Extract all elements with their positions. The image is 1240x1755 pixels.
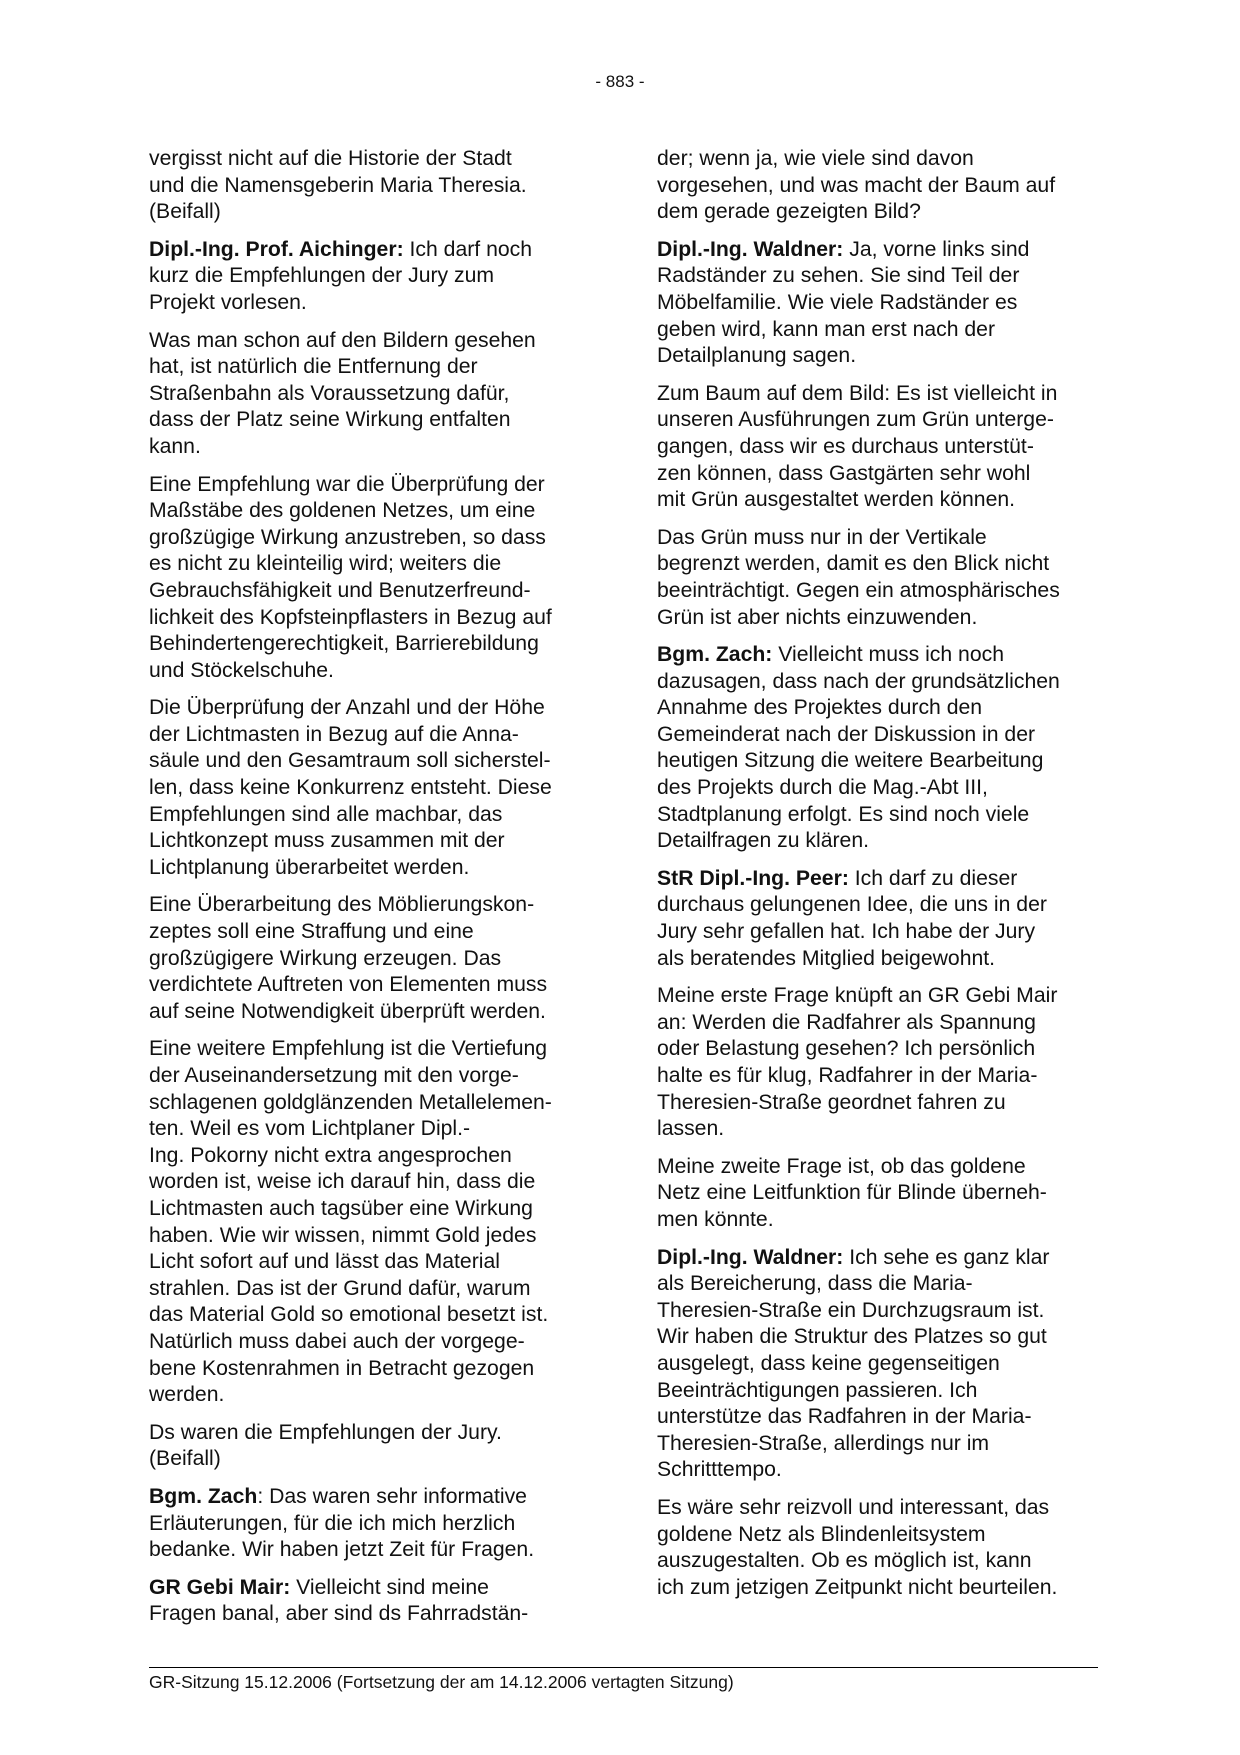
text-line: Meine zweite Frage ist, ob das goldene [657,1154,1026,1178]
text-line: dass der Platz seine Wirkung entfalten [149,408,511,432]
paragraph [149,1575,594,1628]
footer-text: GR-Sitzung 15.12.2006 (Fortsetzung der am 14.12.2006 vertagten Sitzung) [149,1672,734,1692]
speaker-name: Bgm. Zach [149,1484,258,1508]
paragraph [657,1245,1102,1484]
text-line: Ing. Pokorny nicht extra angesprochen [149,1143,512,1167]
text-line: Lichtkonzept muss zusammen mit der [149,829,505,853]
paragraph [657,381,1102,514]
text-line: men könnte. [657,1207,774,1231]
text-line: unterstütze das Radfahren in der Maria- [657,1405,1032,1429]
text-line: Fragen banal, aber sind ds Fahrradstän- [149,1602,529,1626]
paragraph [149,1420,594,1473]
text-line: Die Überprüfung der Anzahl und der Höhe [149,696,545,720]
paragraph [657,525,1102,631]
text-line: geben wird, kann man erst nach der [657,317,996,341]
text-line: Maßstäbe des goldenen Netzes, um eine [149,499,536,523]
text-line: ausgelegt, dass keine gegenseitigen [657,1351,1000,1375]
text-line: Detailfragen zu klären. [657,829,869,853]
text-line: auf seine Notwendigkeit überprüft werden. [149,999,546,1023]
text-line: Ich darf noch [403,237,533,261]
text-line: goldene Netz als Blindenleitsystem [657,1522,986,1546]
text-line: Meine erste Frage knüpft an GR Gebi Mair [657,984,1058,1008]
text-line: Straßenbahn als Voraussetzung dafür, [149,381,510,405]
text-line: Zum Baum auf dem Bild: Es ist vielleicht in [657,381,1058,405]
text-line: Theresien-Straße, allerdings nur im [657,1431,990,1455]
text-line: lichkeit des Kopfsteinpflasters in Bezug auf [149,605,552,629]
text-line: Schritttempo. [657,1458,782,1482]
text-line: Theresien-Straße geordnet fahren zu [657,1090,1006,1114]
paragraph [149,1036,594,1408]
text-line: verdichtete Auftreten von Elementen muss [149,973,548,997]
text-line: Eine weitere Empfehlung ist die Vertiefung [149,1037,548,1061]
text-line: als beratendes Mitglied beigewohnt. [657,946,996,970]
text-line: Stadtplanung erfolgt. Es sind noch viele [657,802,1030,826]
speaker-name: Bgm. Zach: [657,643,773,667]
text-line: und Stöckelschuhe. [149,658,334,682]
text-line: kurz die Empfehlungen der Jury zum [149,264,495,288]
text-line: auszugestalten. Ob es möglich ist, kann [657,1549,1032,1573]
text-line: hat, ist natürlich die Entfernung der [149,355,478,379]
paragraph [149,237,594,317]
speaker-name: StR Dipl.-Ing. Peer: [657,866,849,890]
text-line: kann. [149,434,201,458]
text-line: Natürlich muss dabei auch der vorgege- [149,1329,525,1353]
text-line: an: Werden die Radfahrer als Spannung [657,1010,1036,1034]
text-line: das Material Gold so emotional besetzt ist. [149,1303,549,1327]
text-line: des Projekts durch die Mag.-Abt III, [657,776,988,800]
speaker-name: Dipl.-Ing. Prof. Aichinger: [149,237,404,261]
text-line: bedanke. Wir haben jetzt Zeit für Fragen. [149,1538,535,1562]
text-line: Wir haben die Struktur des Platzes so gut [657,1325,1047,1349]
text-line: Ja, vorne links sind [843,237,1030,261]
text-line: oder Belastung gesehen? Ich persönlich [657,1037,1036,1061]
text-line: Jury sehr gefallen hat. Ich habe der Jury [657,920,1036,944]
text-line: Licht sofort auf und lässt das Material [149,1250,500,1274]
paragraph [657,642,1102,855]
text-line: strahlen. Das ist der Grund dafür, warum [149,1276,531,1300]
page-number: - 883 - [595,72,645,91]
text-line: Behindertengerechtigkeit, Barrierebildung [149,632,539,656]
text-line: vorgesehen, und was macht der Baum auf [657,173,1056,197]
paragraph [149,146,594,226]
text-line: haben. Wie wir wissen, nimmt Gold jedes [149,1223,537,1247]
paragraph [657,1495,1102,1601]
text-line: dem gerade gezeigten Bild? [657,200,921,224]
text-line: Vielleicht muss ich noch [772,643,1004,667]
text-line: Eine Überarbeitung des Möblierungskon- [149,893,535,917]
text-line: Ich darf zu dieser [848,866,1018,890]
text-line: unseren Ausführungen zum Grün unterge- [657,408,1054,432]
text-line: dazusagen, dass nach der grundsätzlichen [657,669,1060,693]
text-line: zen können, dass Gastgärten sehr wohl [657,461,1031,485]
text-line: Vielleicht sind meine [290,1575,489,1599]
text-line: ich zum jetzigen Zeitpunkt nicht beurteilen. [657,1575,1058,1599]
text-line: Gemeinderat nach der Diskussion in der [657,722,1036,746]
text-line: begrenzt werden, damit es den Blick nicht [657,552,1050,576]
text-line: vergisst nicht auf die Historie der Stadt [149,147,512,170]
text-line: halte es für klug, Radfahrer in der Maria- [657,1064,1038,1087]
text-line: Projekt vorlesen. [149,290,307,314]
text-line: säule und den Gesamtraum soll sicherstel- [149,749,551,773]
text-line: und die Namensgeberin Maria Theresia. [149,173,527,197]
text-line: es nicht zu kleinteilig wird; weiters die [149,552,502,576]
text-line: der; wenn ja, wie viele sind davon [657,147,974,170]
speaker-name: Dipl.-Ing. Waldner: [657,1245,844,1269]
text-line: als Bereicherung, dass die Maria- [657,1272,973,1296]
text-line: Das Grün muss nur in der Vertikale [657,525,987,549]
paragraph [657,1154,1102,1234]
paragraph [149,1484,594,1564]
text-line: Lichtplanung überarbeitet werden. [149,855,470,879]
text-line: len, dass keine Konkurrenz entsteht. Diese [149,776,552,800]
text-line: großzügigere Wirkung erzeugen. Das [149,946,502,970]
text-line: Annahme des Projektes durch den [657,696,983,720]
text-line: zeptes soll eine Straffung und eine [149,920,474,944]
text-line: Ich sehe es ganz klar [843,1245,1050,1269]
paragraph [657,983,1102,1143]
text-line: Ds waren die Empfehlungen der Jury. [149,1420,502,1444]
text-line: durchaus gelungenen Idee, die uns in der [657,893,1047,917]
text-line: ten. Weil es vom Lichtplaner Dipl.- [149,1117,471,1141]
text-line: mit Grün ausgestaltet werden können. [657,488,1016,512]
text-line: (Beifall) [149,200,221,224]
text-line: Radständer zu sehen. Sie sind Teil der [657,264,1020,288]
text-line: der Auseinandersetzung mit den vorge- [149,1064,519,1087]
text-line: Theresien-Straße ein Durchzugsraum ist. [657,1298,1045,1322]
text-line: Netz eine Leitfunktion für Blinde überneh- [657,1181,1047,1205]
text-line: gangen, dass wir es durchaus unterstüt- [657,434,1034,458]
text-line: Beeinträchtigungen passieren. Ich [657,1378,978,1402]
paragraph [149,892,594,1025]
text-line: Gebrauchsfähigkeit und Benutzerfreund- [149,578,531,602]
text-line: : Das waren sehr informative [257,1484,527,1508]
text-line: schlagenen goldglänzenden Metallelemen- [149,1090,552,1114]
paragraph [149,472,594,685]
text-line: Lichtmasten auch tagsüber eine Wirkung [149,1196,533,1220]
paragraph [657,237,1102,370]
text-line: Empfehlungen sind alle machbar, das [149,802,503,826]
text-line: lassen. [657,1117,725,1141]
text-line: worden ist, weise ich darauf hin, dass die [149,1170,536,1194]
text-line: großzügige Wirkung anzustreben, so dass [149,525,546,549]
footer-rule [149,1667,1098,1668]
text-line: Was man schon auf den Bildern gesehen [149,328,536,352]
text-line: Möbelfamilie. Wie viele Radständer es [657,290,1018,314]
text-line: werden. [149,1383,225,1407]
paragraph [657,866,1102,972]
text-line: (Beifall) [149,1447,221,1471]
text-line: Grün ist aber nichts einzuwenden. [657,605,978,629]
text-line: beeinträchtigt. Gegen ein atmosphärisches [657,578,1060,602]
paragraph [149,328,594,461]
speaker-name: GR Gebi Mair: [149,1575,291,1599]
text-line: Erläuterungen, für die ich mich herzlich [149,1511,516,1535]
text-line: Es wäre sehr reizvoll und interessant, das [657,1495,1050,1519]
left-column [149,146,594,1639]
text-line: Detailplanung sagen. [657,344,857,368]
paragraph [657,146,1102,226]
text-line: bene Kostenrahmen in Betracht gezogen [149,1356,535,1380]
text-line: heutigen Sitzung die weitere Bearbeitung [657,749,1044,773]
speaker-name: Dipl.-Ing. Waldner: [657,237,844,261]
text-line: der Lichtmasten in Bezug auf die Anna- [149,722,519,746]
text-line: Eine Empfehlung war die Überprüfung der [149,472,545,496]
right-column [657,146,1102,1612]
paragraph [149,695,594,881]
